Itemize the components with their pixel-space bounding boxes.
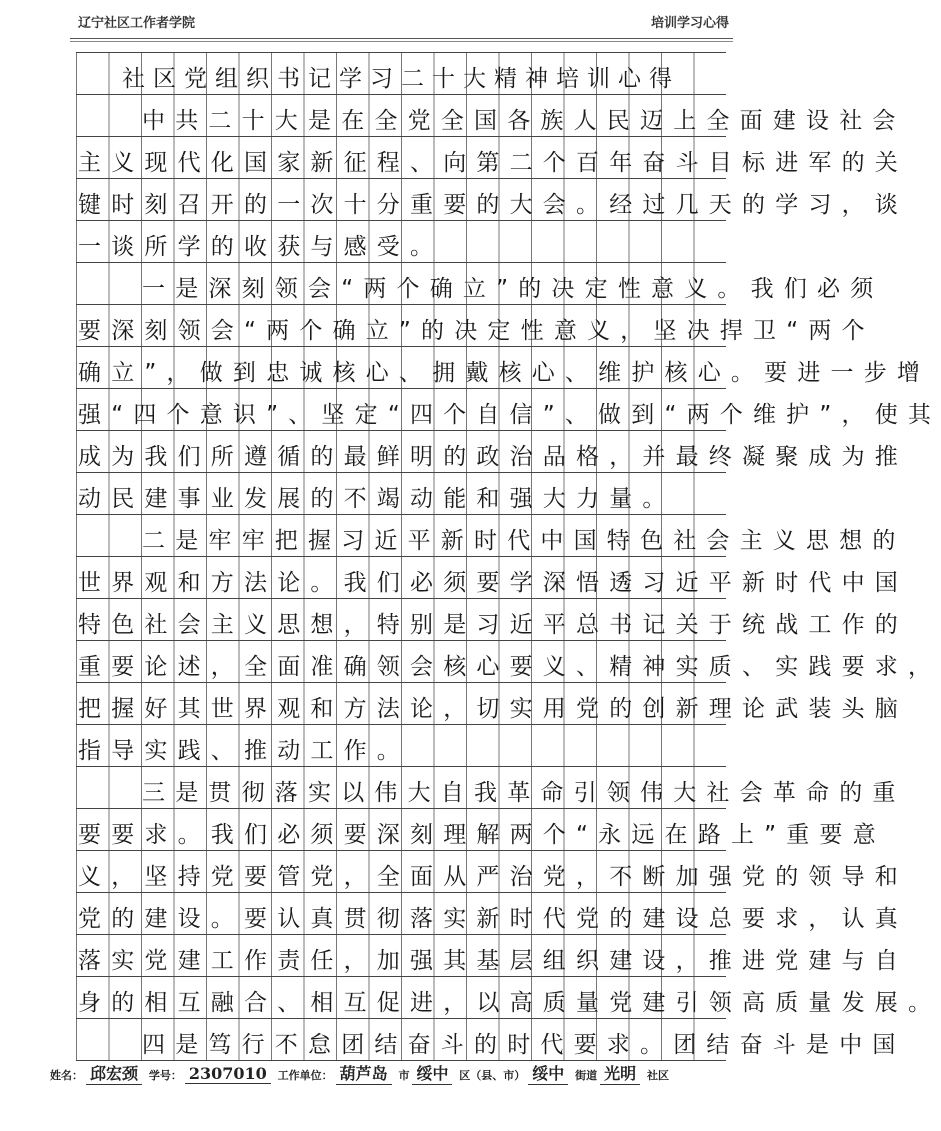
manuscript-line-text: 动民建事业发展的不竭动能和强大力量。 [78,486,676,512]
manuscript-row [76,178,908,221]
manuscript-row [76,136,908,179]
street-label: 街道 [575,1069,598,1082]
work-unit-value: 葫芦岛 [336,1061,392,1085]
manuscript-line-text: 把握好其世界观和方法论，切实用党的创新理论武装头脑 [78,696,908,722]
manuscript-row [76,52,726,95]
manuscript-line-text: 主义现代化国家新征程、向第二个百年奋斗目标进军的关 [78,150,908,176]
district-value: 绥中 [412,1061,452,1085]
manuscript-row [76,472,726,515]
manuscript-line-text: 三是贯彻落实以伟大自我革命引领伟大社会革命的重 [142,780,906,806]
header-rule [70,38,733,39]
street-value: 绥中 [528,1061,568,1085]
manuscript-row [76,346,931,389]
manuscript-line-text: 二是牢牢把握习近平新时代中国特色社会主义思想的 [142,528,906,554]
id-value: 2307010 [185,1064,271,1084]
manuscript-line-text: 落实党建工作责任，加强其基层组织建设，推进党建与自 [78,948,908,974]
essay-title: 社区党组织书记学习二十大精神培训心得 [122,66,680,92]
manuscript-row [76,934,908,977]
work-unit-label: 工作单位： [277,1069,333,1082]
id-label: 学号： [148,1069,182,1082]
manuscript-row [76,892,908,935]
manuscript-row [76,220,726,263]
manuscript-line-text: 要深刻领会“两个确立”的决定性意义，坚决捍卫“两个 [78,318,875,344]
manuscript-line-text: 身的相互融合、相互促进，以高质量党建引领高质量发展。 [78,990,941,1016]
community-label: 社区 [646,1069,669,1082]
manuscript-line-text: 一是深刻领会“两个确立”的决定性意义。我们必须 [142,276,884,302]
manuscript-grid [76,52,941,1058]
manuscript-line-text: 确立”，做到忠诚核心、拥戴核心、维护核心。要进一步增 [78,360,931,386]
manuscript-row [76,640,941,683]
name-label: 姓名： [50,1069,83,1082]
manuscript-line-text: 一谈所学的收获与感受。 [78,234,444,260]
manuscript-row [76,556,908,599]
manuscript-row [76,430,908,473]
district-label: 区（县、市） [459,1069,526,1082]
manuscript-row [76,262,884,305]
manuscript-row [76,976,941,1019]
header-rule-secondary [70,41,733,42]
manuscript-line-text: 键时刻召开的一次十分重要的大会。经过几天的学习，谈 [78,192,908,218]
manuscript-line-text: 成为我们所遵循的最鲜明的政治品格，并最终凝聚成为推 [78,444,908,470]
community-value: 光明 [600,1061,640,1085]
manuscript-line-text: 党的建设。要认真贯彻落实新时代党的建设总要求，认真 [78,906,908,932]
manuscript-row [76,808,886,851]
manuscript-row [76,598,908,641]
manuscript-line-text: 世界观和方法论。我们必须要学深悟透习近平新时代中国 [78,570,908,596]
manuscript-line-text: 特色社会主义思想，特别是习近平总书记关于统战工作的 [78,612,908,638]
manuscript-line-text: 重要论述，全面准确领会核心要义、精神实质、实践要求， [78,654,941,680]
manuscript-row [76,1018,906,1061]
manuscript-row [76,304,875,347]
manuscript-line-text: 指导实践、推动工作。 [78,738,410,764]
manuscript-row [76,388,941,431]
manuscript-line-text: 要要求。我们必须要深刻理解两个“永远在路上”重要意 [78,822,886,848]
manuscript-row [76,94,906,137]
header-school-name: 辽宁社区工作者学院 [78,16,196,31]
manuscript-row [76,682,908,725]
manuscript-row [76,724,726,767]
city-label: 市 [398,1069,410,1082]
manuscript-line-text: 强“四个意识”、坚定“四个自信”、做到“两个维护”，使其 [78,402,941,428]
footer-info [50,1061,669,1085]
manuscript-row [76,514,906,557]
manuscript-line-text: 四是笃行不怠团结奋斗的时代要求。团结奋斗是中国 [142,1032,906,1058]
name-value: 邱宏颈 [86,1061,142,1085]
header-doc-type: 培训学习心得 [650,16,729,31]
manuscript-line-text: 义，坚持党要管党，全面从严治党，不断加强党的领导和 [78,864,908,890]
manuscript-row [76,766,906,809]
manuscript-row [76,850,908,893]
manuscript-line-text: 中共二十大是在全党全国各族人民迈上全面建设社会 [142,108,906,134]
